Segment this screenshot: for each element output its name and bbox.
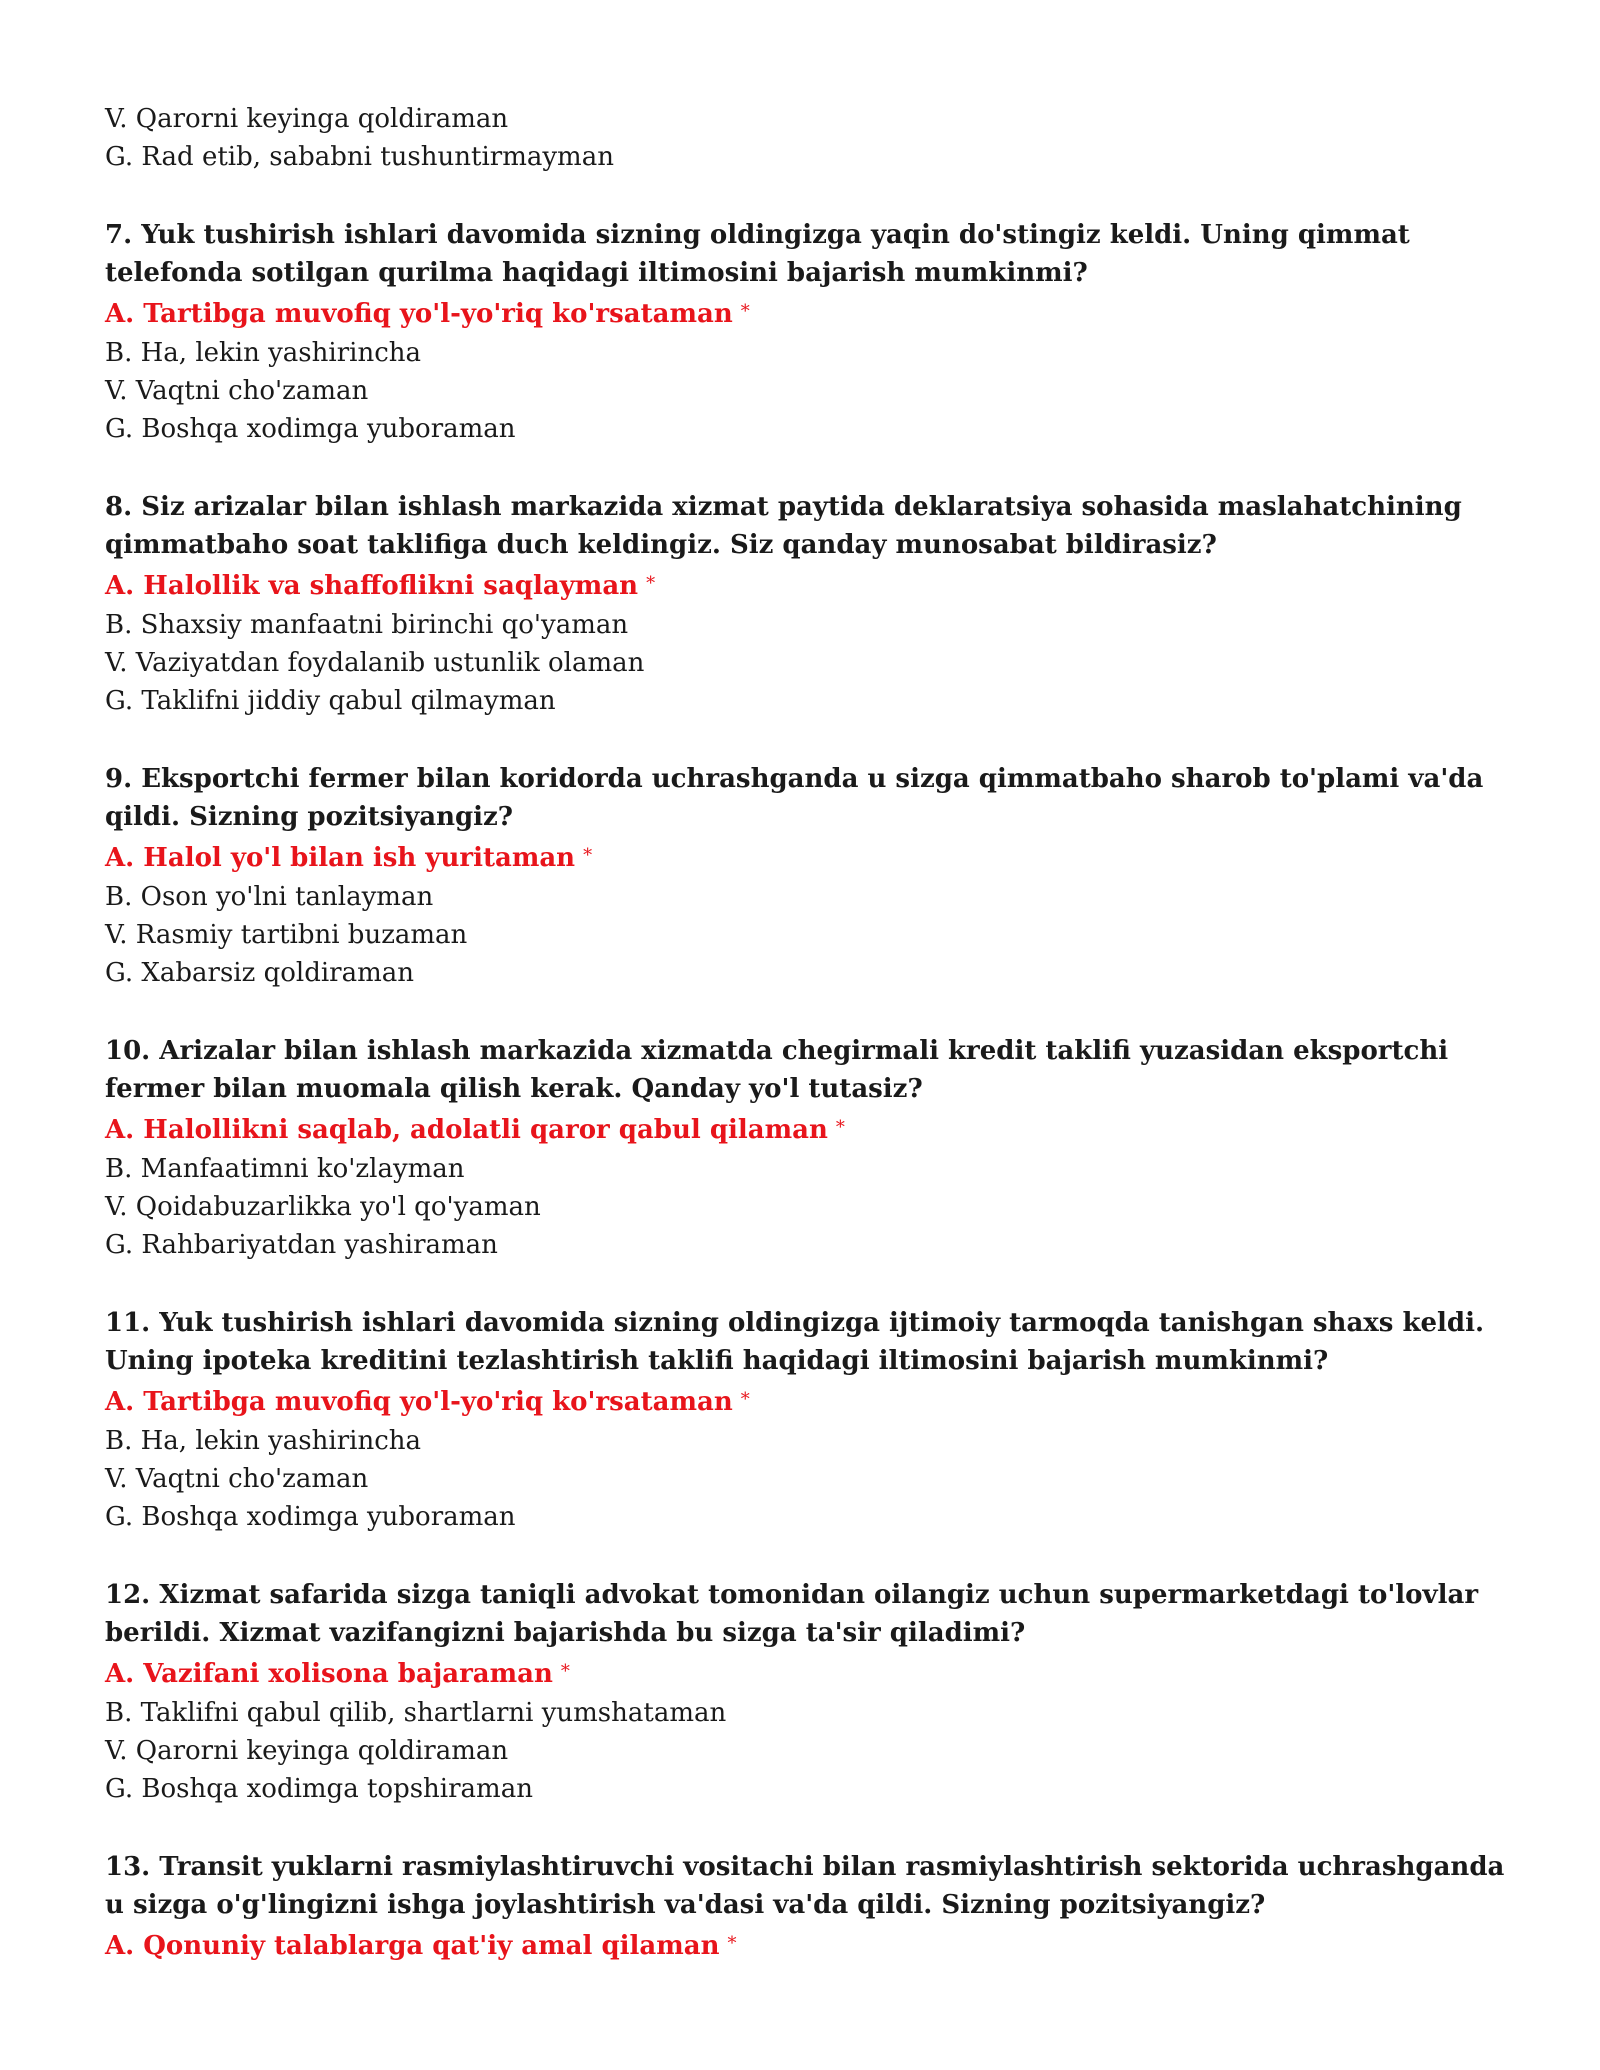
option: B. Manfaatimni ko'zlayman — [105, 1154, 465, 1184]
correct-answer — [105, 564, 1515, 606]
answer-text: A. Tartibga muvofiq yo'l-yo'riq ko'rsataman — [105, 299, 733, 329]
intro-options — [105, 100, 1515, 176]
question-text: 9. Eksportchi fermer bilan koridorda uchrashganda u sizga qimmatbaho sharob to'plami va'da qildi. Sizning pozitsiyangiz? — [105, 764, 1484, 832]
correct-answer — [105, 1108, 1515, 1150]
option: V. Vaziyatdan foydalanib ustunlik olaman — [105, 648, 645, 678]
option: B. Shaxsiy manfaatni birinchi qo'yaman — [105, 610, 629, 640]
correct-marker: * — [727, 1933, 737, 1954]
option: G. Boshqa xodimga topshiraman — [105, 1774, 533, 1804]
option: V. Rasmiy tartibni buzaman — [105, 920, 468, 950]
correct-marker: * — [560, 1661, 570, 1682]
option: V. Vaqtni cho'zaman — [105, 1464, 369, 1494]
question-text: 10. Arizalar bilan ishlash markazida xizmatda chegirmali kredit taklifi yuzasidan eksportchi fermer bilan muomala qilish kerak. Qanday yo'l tutasiz? — [105, 1036, 1449, 1104]
correct-marker: * — [835, 1117, 845, 1138]
question-text: 8. Siz arizalar bilan ishlash markazida xizmat paytida deklaratsiya sohasida maslahatchining qimmatbaho soat taklifiga duch keldingiz. Siz qanday munosabat bildirasiz? — [105, 492, 1462, 560]
option: B. Taklifni qabul qilib, shartlarni yumshataman — [105, 1698, 727, 1728]
correct-marker: * — [646, 573, 656, 594]
question-block — [105, 1848, 1515, 1966]
option: V. Qarorni keyinga qoldiraman — [105, 104, 509, 134]
correct-answer — [105, 836, 1515, 878]
question-block — [105, 1576, 1515, 1808]
option: B. Oson yo'lni tanlayman — [105, 882, 434, 912]
option: V. Vaqtni cho'zaman — [105, 376, 369, 406]
question-block — [105, 488, 1515, 720]
question-block — [105, 760, 1515, 992]
question-block — [105, 1304, 1515, 1536]
correct-answer — [105, 292, 1515, 334]
option: V. Qarorni keyinga qoldiraman — [105, 1736, 509, 1766]
question-block — [105, 1032, 1515, 1264]
option: G. Rad etib, sababni tushuntirmayman — [105, 142, 614, 172]
option: G. Xabarsiz qoldiraman — [105, 958, 414, 988]
option: G. Taklifni jiddiy qabul qilmayman — [105, 686, 556, 716]
answer-text: A. Tartibga muvofiq yo'l-yo'riq ko'rsataman — [105, 1387, 733, 1417]
option: V. Qoidabuzarlikka yo'l qo'yaman — [105, 1192, 541, 1222]
correct-marker: * — [583, 845, 593, 866]
question-text: 13. Transit yuklarni rasmiylashtiruvchi vositachi bilan rasmiylashtirish sektorida uchrashganda u sizga o'g'lingizni ishga joylashtirish va'dasi va'da qildi. Sizning pozitsiyangiz? — [105, 1852, 1505, 1920]
correct-marker: * — [740, 1389, 750, 1410]
correct-marker: * — [740, 301, 750, 322]
correct-answer — [105, 1652, 1515, 1694]
answer-text: A. Qonuniy talablarga qat'iy amal qilaman — [105, 1931, 720, 1961]
answer-text: A. Halollikni saqlab, adolatli qaror qabul qilaman — [105, 1115, 828, 1145]
correct-answer — [105, 1380, 1515, 1422]
option: B. Ha, lekin yashirincha — [105, 338, 422, 368]
option: B. Ha, lekin yashirincha — [105, 1426, 422, 1456]
question-block — [105, 216, 1515, 448]
correct-answer — [105, 1924, 1515, 1966]
option: G. Boshqa xodimga yuboraman — [105, 1502, 516, 1532]
document-page — [105, 100, 1515, 1966]
answer-text: A. Halol yo'l bilan ish yuritaman — [105, 843, 576, 873]
question-text: 7. Yuk tushirish ishlari davomida sizning oldingizga yaqin do'stingiz keldi. Uning qimmat telefonda sotilgan qurilma haqidagi iltimosini bajarish mumkinmi? — [105, 220, 1410, 288]
option: G. Rahbariyatdan yashiraman — [105, 1230, 498, 1260]
answer-text: A. Halollik va shaffoflikni saqlayman — [105, 571, 639, 601]
question-text: 12. Xizmat safarida sizga taniqli advokat tomonidan oilangiz uchun supermarketdagi to'lovlar berildi. Xizmat vazifangizni bajarishda bu sizga ta'sir qiladimi? — [105, 1580, 1479, 1648]
answer-text: A. Vazifani xolisona bajaraman — [105, 1659, 553, 1689]
question-text: 11. Yuk tushirish ishlari davomida sizning oldingizga ijtimoiy tarmoqda tanishgan shaxs keldi. Uning ipoteka kreditini tezlashtirish taklifi haqidagi iltimosini bajarish mumkinmi? — [105, 1308, 1485, 1376]
option: G. Boshqa xodimga yuboraman — [105, 414, 516, 444]
